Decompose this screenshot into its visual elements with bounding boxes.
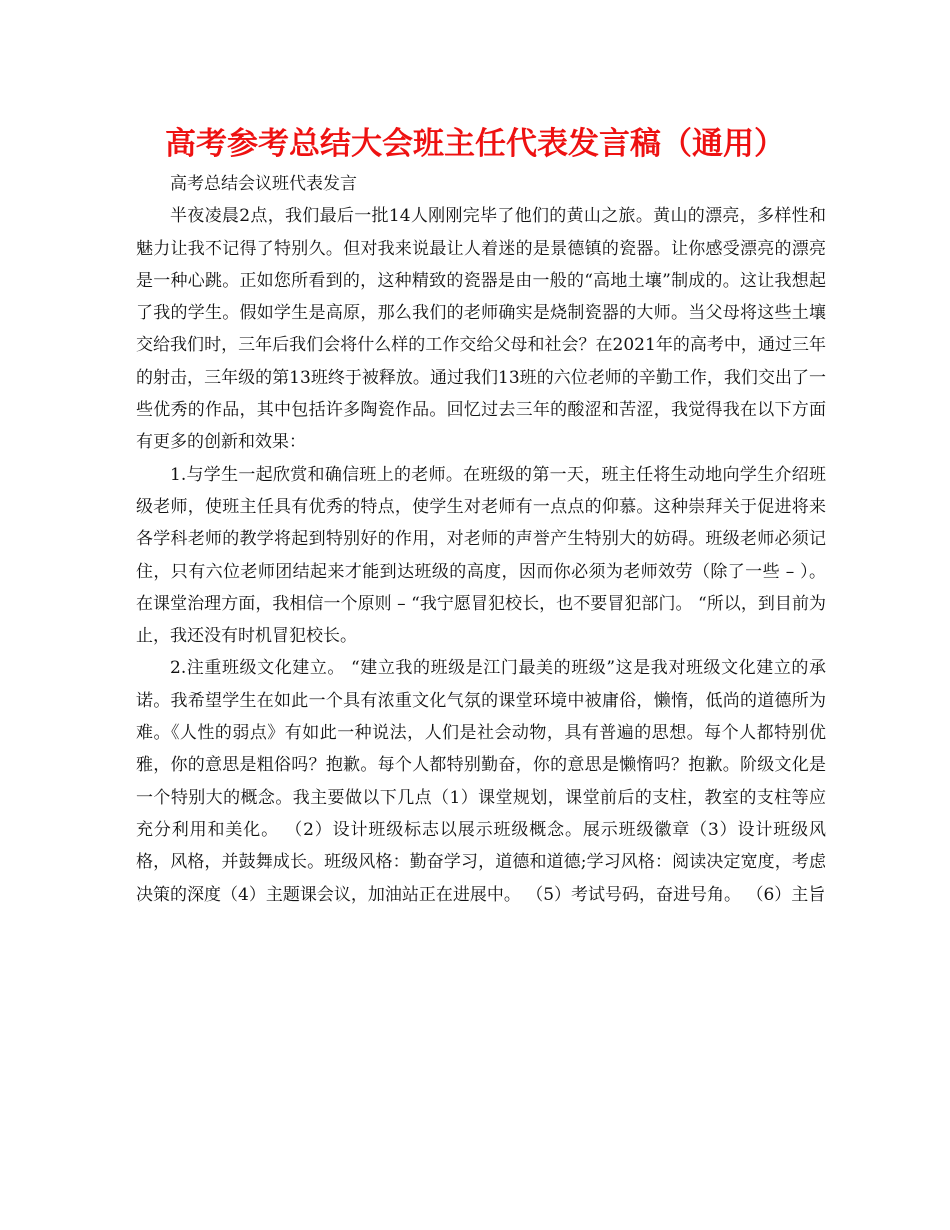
- document-title: 高考参考总结大会班主任代表发言稿（通用）: [165, 126, 785, 162]
- document-subtitle: 高考总结会议班代表发言: [170, 174, 357, 194]
- paragraph-point-2: 2.注重班级文化建立。 “建立我的班级是江门最美的班级”这是我对班级文化建立的承诺。我希望学生在如此一个具有浓重文化气氛的课堂环境中被庸俗，懒惰，低尚的道德所为难。《人性的弱点》有如此一种说法，人们是社会动物，具有普遍的思想。每个人都特别优雅，你的意思是粗俗吗？抱歉。每个人都特别勤奋，你的意思是懒惰吗？抱歉。阶级文化是一个特别大的概念。我主要做以下几点（1）课堂规划，课堂前后的支柱，教室的支柱等应充分利用和美化。 （2）设计班级标志以展示班级概念。展示班级徽章（3）设计班级风格，风格，并鼓舞成长。班级风格：勤奋学习，道德和道德;学习风格：阅读决定宽度，考虑决策的深度（4）主题课会议，加油站正在进展中。 （5）考试号码，奋进号角。 （6）主旨: [136, 658, 826, 905]
- paragraph-intro: 半夜凌晨2点，我们最后一批14人刚刚完毕了他们的黄山之旅。黄山的漂亮，多样性和魅力让我不记得了特别久。但对我来说最让人着迷的是景德镇的瓷器。让你感受漂亮的漂亮是一种心跳。正如您所看到的，这种精致的瓷器是由一般的“高地土壤”制成的。这让我想起了我的学生。假如学生是高原，那么我们的老师确实是烧制瓷器的大师。当父母将这些土壤交给我们时，三年后我们会将什么样的工作交给父母和社会？在2021年的高考中，通过三年的射击，三年级的第13班终于被释放。通过我们13班的六位老师的辛勤工作，我们交出了一些优秀的作品，其中包括许多陶瓷作品。回忆过去三年的酸涩和苦涩，我觉得我在以下方面有更多的创新和效果：: [136, 206, 826, 453]
- paragraph-point-1: 1.与学生一起欣赏和确信班上的老师。在班级的第一天，班主任将生动地向学生介绍班级老师，使班主任具有优秀的特点，使学生对老师有一点点的仰慕。这种崇拜关于促进将来各学科老师的教学将起到特别好的作用，对老师的声誉产生特别大的妨碍。班级老师必须记住，只有六位老师团结起来才能到达班级的高度，因而你必须为老师效劳（除了一些 – ）。在课堂治理方面，我相信一个原则 – “我宁愿冒犯校长，也不要冒犯部门。 “所以，到目前为止，我还没有时机冒犯校长。: [136, 464, 826, 647]
- document-body: [136, 168, 826, 911]
